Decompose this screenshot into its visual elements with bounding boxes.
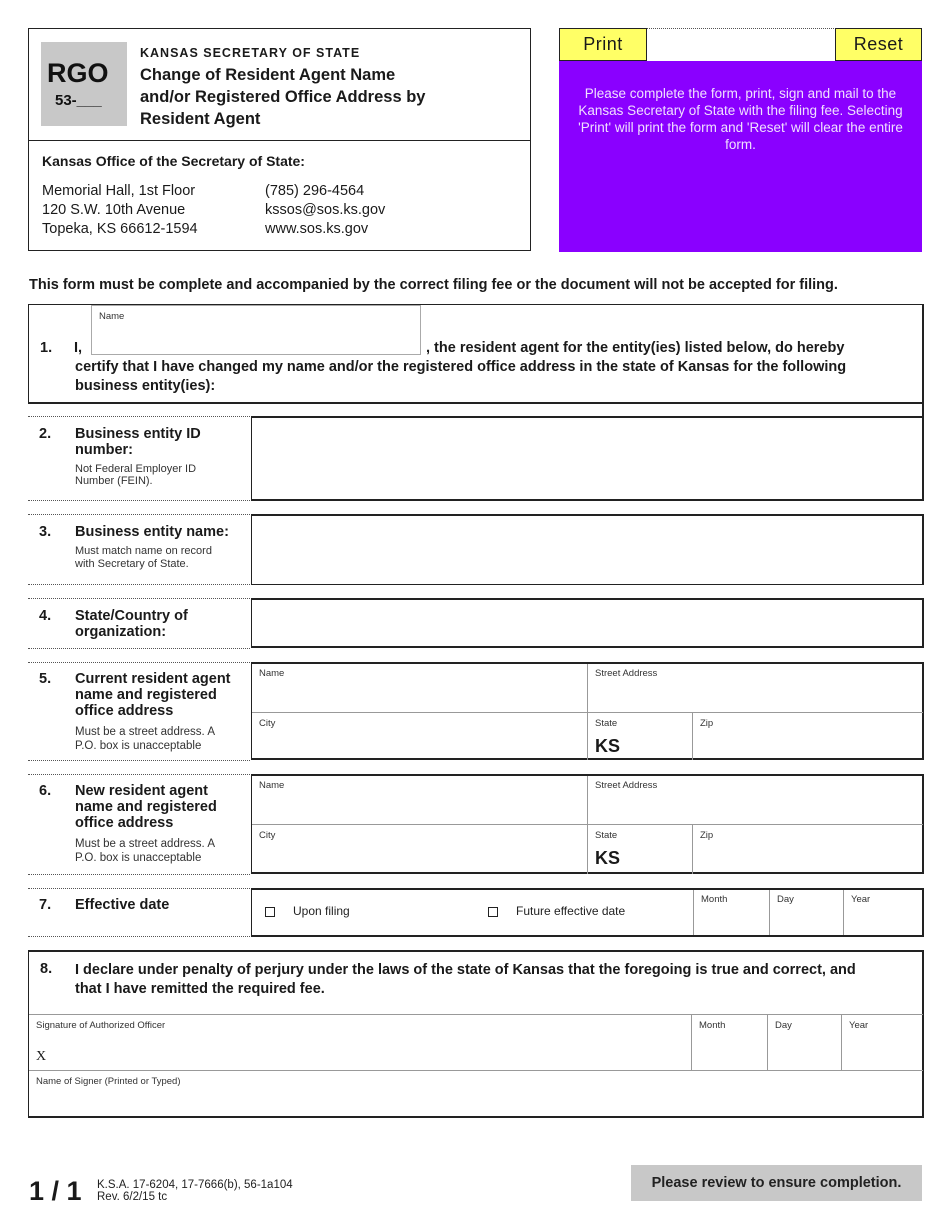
section-4-number: 4. — [39, 608, 52, 624]
section-6-number: 6. — [39, 783, 52, 799]
signer-name-label: Name of Signer (Printed or Typed) — [36, 1076, 181, 1087]
reset-button[interactable]: Reset — [835, 28, 922, 61]
section-4-label-line-1: State/Country of — [75, 608, 188, 624]
section-1-text-line-3: business entity(ies): — [75, 378, 216, 394]
section-8-text-line-1: I declare under penalty of perjury under the laws of the state of Kansas that the foregoing is true and correct, and — [75, 962, 856, 978]
office-contact — [265, 182, 385, 239]
effective-year-input[interactable] — [843, 890, 923, 935]
new-agent-city-input[interactable] — [252, 825, 588, 874]
review-badge: Please review to ensure completion. — [631, 1165, 922, 1201]
signer-name-input[interactable] — [29, 1070, 923, 1116]
current-agent-zip-label: Zip — [700, 718, 714, 729]
instructions-text: Please complete the form, print, sign and mail to the Kansas Secretary of State with the filing fee. Selecting 'Print' will print the form and 'Reset' will clear the entire form. — [578, 86, 903, 152]
section-2-note — [75, 463, 196, 487]
header-box — [28, 28, 531, 251]
new-agent-zip-input[interactable] — [693, 825, 923, 874]
agency-name: KANSAS SECRETARY OF STATE — [140, 46, 361, 60]
title-line-1: Change of Resident Agent Name — [140, 66, 396, 84]
office-email: kssos@sos.ks.gov — [265, 202, 386, 218]
office-heading: Kansas Office of the Secretary of State: — [42, 153, 305, 169]
section-1-lead: I, — [74, 340, 83, 356]
section-2-label-line-2: number: — [75, 442, 133, 458]
signature-year-input[interactable] — [842, 1014, 923, 1070]
current-agent-name-label: Name — [259, 668, 285, 679]
future-date-label: Future effective date — [516, 904, 626, 918]
header-divider — [29, 140, 530, 141]
divider-7-top — [28, 888, 250, 889]
page-indicator: 1 / 1 — [29, 1176, 82, 1206]
section-5-label-line-2: name and registered — [75, 687, 217, 703]
current-agent-name-input[interactable] — [252, 664, 588, 713]
filing-notice: This form must be complete and accompanied by the correct filing fee or the document will not be accepted for filing. — [29, 277, 838, 293]
new-agent-state-label: State — [595, 830, 618, 841]
footer-revision: Rev. 6/2/15 tc — [97, 1191, 168, 1203]
signature-input[interactable] — [29, 1014, 692, 1070]
current-agent-city-input[interactable] — [252, 713, 588, 760]
section-3-note-line-2: with Secretary of State. — [75, 558, 189, 570]
section-7-number: 7. — [39, 897, 52, 913]
form-title — [140, 64, 425, 130]
section-3-number: 3. — [39, 524, 52, 540]
section-5-number: 5. — [39, 671, 52, 687]
divider-3-top — [28, 514, 250, 515]
address-line-3: Topeka, KS 66612-1594 — [42, 221, 198, 237]
section-5-label-line-1: Current resident agent — [75, 671, 231, 687]
new-agent-grid — [251, 774, 924, 874]
effective-day-label: Day — [777, 894, 794, 905]
effective-month-label: Month — [701, 894, 728, 905]
effective-year-label: Year — [851, 894, 871, 905]
section-8-text — [75, 961, 856, 999]
section-3-note-line-1: Must match name on record — [75, 545, 212, 557]
section-6-note-line-2: P.O. box is unacceptable — [75, 852, 202, 864]
upon-filing-label: Upon filing — [293, 904, 350, 918]
divider-6-bottom — [28, 874, 250, 875]
section-6-label — [75, 783, 217, 831]
signature-month-label: Month — [699, 1020, 726, 1031]
divider-4-bottom — [28, 648, 250, 649]
print-button[interactable]: Print — [559, 28, 647, 61]
section-5-note — [75, 725, 215, 753]
effective-date-box — [251, 888, 924, 937]
section-2-note-line-2: Number (FEIN). — [75, 475, 153, 487]
current-agent-grid — [251, 662, 924, 760]
form-code: RGO — [47, 58, 109, 88]
form-number: 53-___ — [55, 92, 102, 109]
current-agent-city-label: City — [259, 718, 276, 729]
divider-2-bottom — [28, 500, 250, 501]
section-3-label: Business entity name: — [75, 524, 229, 540]
current-agent-state-label: State — [595, 718, 618, 729]
new-agent-city-label: City — [259, 830, 276, 841]
agent-name-label: Name — [99, 311, 125, 322]
form-code-badge — [41, 42, 127, 126]
section-5-note-line-1: Must be a street address. A — [75, 726, 215, 738]
section-6-label-line-2: name and registered — [75, 799, 217, 815]
current-agent-zip-input[interactable] — [693, 713, 923, 760]
new-agent-street-input[interactable] — [588, 776, 923, 825]
section-6-note — [75, 837, 215, 865]
effective-day-input[interactable] — [769, 890, 843, 935]
current-agent-state-value: KS — [595, 736, 621, 756]
section-6-note-line-1: Must be a street address. A — [75, 838, 215, 850]
section-6-label-line-3: office address — [75, 815, 174, 831]
section-4-label — [75, 608, 188, 640]
divider-4-top — [28, 598, 250, 599]
section-5-label-line-3: office address — [75, 703, 174, 719]
section-2-label — [75, 426, 201, 458]
office-address — [42, 182, 198, 239]
effective-month-input[interactable] — [693, 890, 769, 935]
section-3-note — [75, 545, 212, 571]
instructions-panel — [559, 61, 922, 252]
current-agent-street-label: Street Address — [595, 668, 658, 679]
divider-5-top — [28, 662, 250, 663]
section-8-number: 8. — [40, 961, 53, 977]
future-date-checkbox[interactable] — [488, 907, 498, 917]
section-2-number: 2. — [39, 426, 52, 442]
divider-7-bottom — [28, 936, 250, 937]
title-line-2: and/or Registered Office Address by — [140, 88, 426, 106]
address-line-2: 120 S.W. 10th Avenue — [42, 202, 186, 218]
signature-mark: X — [36, 1049, 47, 1064]
signature-day-label: Day — [775, 1020, 792, 1031]
section-1-number: 1. — [40, 340, 53, 356]
new-agent-state-input[interactable] — [588, 825, 693, 874]
section-2-note-line-1: Not Federal Employer ID — [75, 463, 197, 475]
state-country-input[interactable] — [251, 598, 924, 648]
new-agent-name-label: Name — [259, 780, 285, 791]
section-5-label — [75, 671, 231, 719]
footer-statute-text: K.S.A. 17-6204, 17-7666(b), 56-1a104 — [97, 1179, 293, 1191]
section-7-label: Effective date — [75, 897, 170, 913]
section-8-text-line-2: that I have remitted the required fee. — [75, 981, 325, 997]
divider-5-bottom — [28, 760, 250, 761]
office-phone: (785) 296-4564 — [265, 183, 365, 199]
signature-month-input[interactable] — [692, 1014, 768, 1070]
current-agent-state-input[interactable] — [588, 713, 693, 760]
new-agent-state-value: KS — [595, 848, 621, 868]
section-8 — [28, 950, 924, 1118]
divider-6-top — [28, 774, 250, 775]
divider-2-top — [28, 416, 250, 417]
current-agent-street-input[interactable] — [588, 664, 923, 713]
business-entity-name-input[interactable] — [251, 514, 924, 585]
agent-name-input[interactable] — [91, 305, 421, 355]
section-1 — [28, 304, 924, 404]
new-agent-name-input[interactable] — [252, 776, 588, 825]
office-website: www.sos.ks.gov — [265, 221, 369, 237]
divider-3-bottom — [28, 584, 250, 585]
section-6-label-line-1: New resident agent — [75, 783, 208, 799]
new-agent-zip-label: Zip — [700, 830, 714, 841]
signature-label: Signature of Authorized Officer — [36, 1020, 166, 1031]
section-1-text-after: , the resident agent for the entity(ies) listed below, do hereby — [426, 340, 845, 356]
section-4-label-line-2: organization: — [75, 624, 167, 640]
business-entity-id-input[interactable] — [251, 416, 924, 501]
signature-day-input[interactable] — [768, 1014, 842, 1070]
section-2-label-line-1: Business entity ID — [75, 426, 201, 442]
title-line-3: Resident Agent — [140, 110, 261, 128]
new-agent-street-label: Street Address — [595, 780, 658, 791]
section-5-note-line-2: P.O. box is unacceptable — [75, 740, 202, 752]
footer-statute — [97, 1179, 293, 1203]
signature-year-label: Year — [849, 1020, 869, 1031]
address-line-1: Memorial Hall, 1st Floor — [42, 183, 196, 199]
upon-filing-checkbox[interactable] — [265, 907, 275, 917]
section-1-text-line-2: certify that I have changed my name and/or the registered office address in the state of Kansas for the following — [75, 359, 847, 375]
